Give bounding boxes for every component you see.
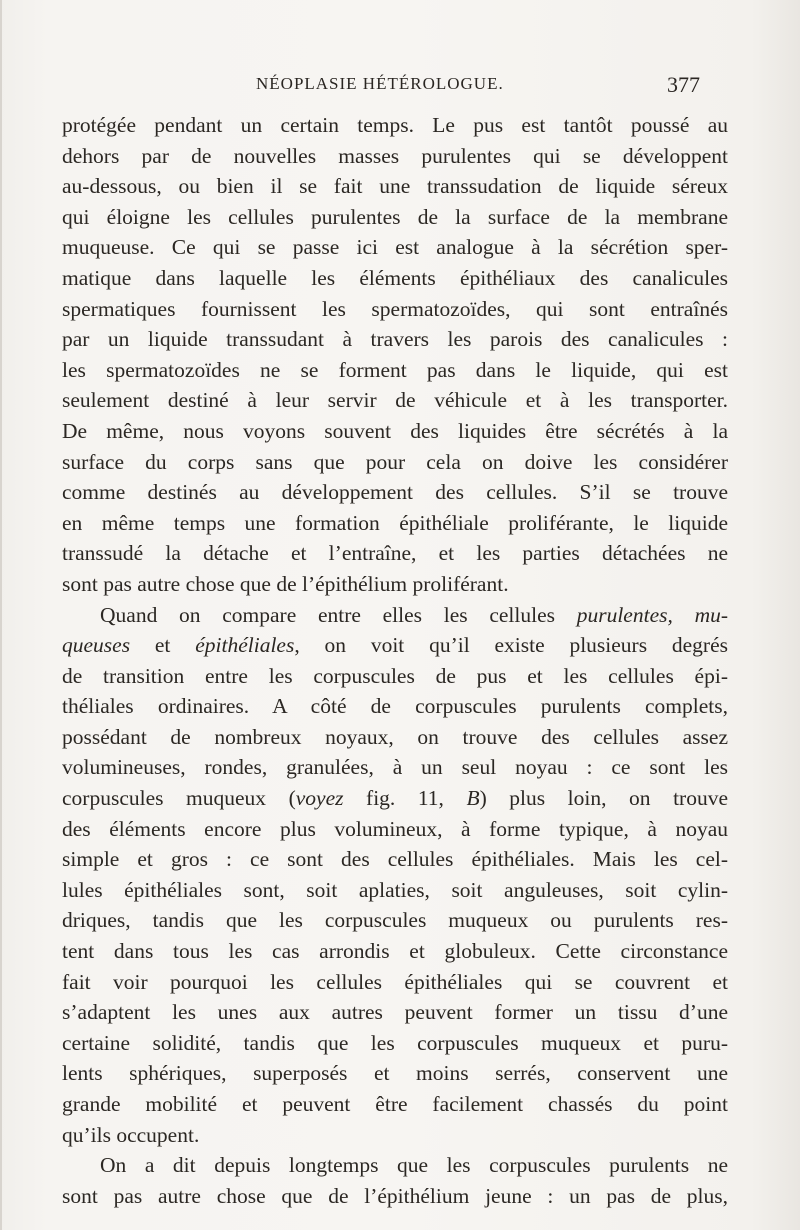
paragraph-3	[62, 1150, 728, 1211]
text-line: de transition entre les corpuscules de pus et les cellules épi-	[62, 663, 728, 688]
text-line: volumineuses, rondes, granulées, à un seul noyau : ce sont les	[62, 755, 728, 780]
text-line: lules épithéliales sont, soit aplaties, soit anguleuses, soit cylin-	[62, 877, 728, 902]
italic-run: queuses	[62, 633, 131, 658]
text-line: muqueuse. Ce qui se passe ici est analogue à la sécrétion sper-	[62, 235, 728, 260]
text-run: corpuscules muqueux (	[62, 786, 296, 811]
text-line	[62, 600, 728, 631]
text-run: fig. 11,	[343, 786, 467, 811]
text-line: De même, nous voyons souvent des liquides être sécrétés à la	[62, 418, 728, 443]
text-line: possédant de nombreux noyaux, on trouve des cellules assez	[62, 724, 728, 749]
text-line: transsudé la détache et l’entraîne, et les parties détachées ne	[62, 541, 728, 566]
text-line: grande mobilité et peuvent être facilement chassés du point	[62, 1092, 728, 1116]
text-run: , on voit qu’il existe plusieurs degrés	[294, 633, 728, 658]
text-line: fait voir pourquoi les cellules épithéliales qui se couvrent et	[62, 969, 728, 994]
text-line: qu’ils occupent.	[62, 1122, 200, 1147]
text-line: seulement destiné à leur servir de véhicule et à les transporter.	[62, 388, 728, 413]
text-line	[62, 783, 728, 814]
text-line: matique dans laquelle les éléments épithéliaux des canalicules	[62, 265, 728, 290]
running-header	[256, 72, 700, 98]
body-text	[62, 110, 728, 1211]
text-line: des éléments encore plus volumineux, à forme typique, à noyau	[62, 816, 728, 841]
paragraph-1	[62, 110, 728, 600]
text-line: protégée pendant un certain temps. Le pus est tantôt poussé au	[62, 113, 728, 137]
page-gutter-edge	[0, 0, 2, 1230]
paragraph-2	[62, 600, 728, 1151]
text-line: qui éloigne les cellules purulentes de la surface de la membrane	[62, 204, 728, 229]
text-line: dehors par de nouvelles masses purulentes qui se développent	[62, 143, 728, 168]
text-line: sont pas autre chose que de l’épithélium jeune : un pas de plus,	[62, 1183, 728, 1208]
text-line: certaine solidité, tandis que les corpuscules muqueux et puru-	[62, 1030, 728, 1055]
text-line: comme destinés au développement des cellules. S’il se trouve	[62, 480, 728, 505]
text-run: Quand on compare entre elles les cellules	[100, 602, 577, 627]
text-line: les spermatozoïdes ne se forment pas dans le liquide, qui est	[62, 357, 728, 382]
text-line: théliales ordinaires. A côté de corpuscules purulents complets,	[62, 694, 728, 719]
italic-run: épithéliales	[195, 633, 295, 658]
text-line: surface du corps sans que pour cela on doive les considérer	[62, 449, 728, 474]
italic-run: purulentes, mu-	[576, 602, 729, 627]
text-run: et	[130, 633, 196, 658]
text-line: On a dit depuis longtemps que les corpuscules purulents ne	[100, 1153, 728, 1178]
italic-run: B	[466, 786, 480, 811]
text-line: s’adaptent les unes aux autres peuvent former un tissu d’une	[62, 1000, 728, 1025]
text-line: par un liquide transsudant à travers les parois des canalicules :	[62, 327, 728, 352]
running-title: NÉOPLASIE HÉTÉROLOGUE.	[256, 74, 504, 93]
text-line: spermatiques fournissent les spermatozoïdes, qui sont entraînés	[62, 296, 728, 321]
text-line: tent dans tous les cas arrondis et globuleux. Cette circonstance	[62, 939, 728, 964]
text-line: au-dessous, ou bien il se fait une transsudation de liquide séreux	[62, 174, 728, 199]
text-run: ) plus loin, on trouve	[479, 786, 728, 811]
italic-run: voyez	[295, 786, 344, 811]
text-line: lents sphériques, superposés et moins serrés, conservent une	[62, 1061, 728, 1086]
text-line: en même temps une formation épithéliale proliférante, le liquide	[62, 510, 728, 535]
text-line: simple et gros : ce sont des cellules épithéliales. Mais les cel-	[62, 847, 728, 872]
page-number: 377	[667, 72, 700, 97]
text-line	[62, 630, 728, 661]
text-line: driques, tandis que les corpuscules muqueux ou purulents res-	[62, 908, 728, 933]
text-line: sont pas autre chose que de l’épithélium proliférant.	[62, 571, 509, 596]
